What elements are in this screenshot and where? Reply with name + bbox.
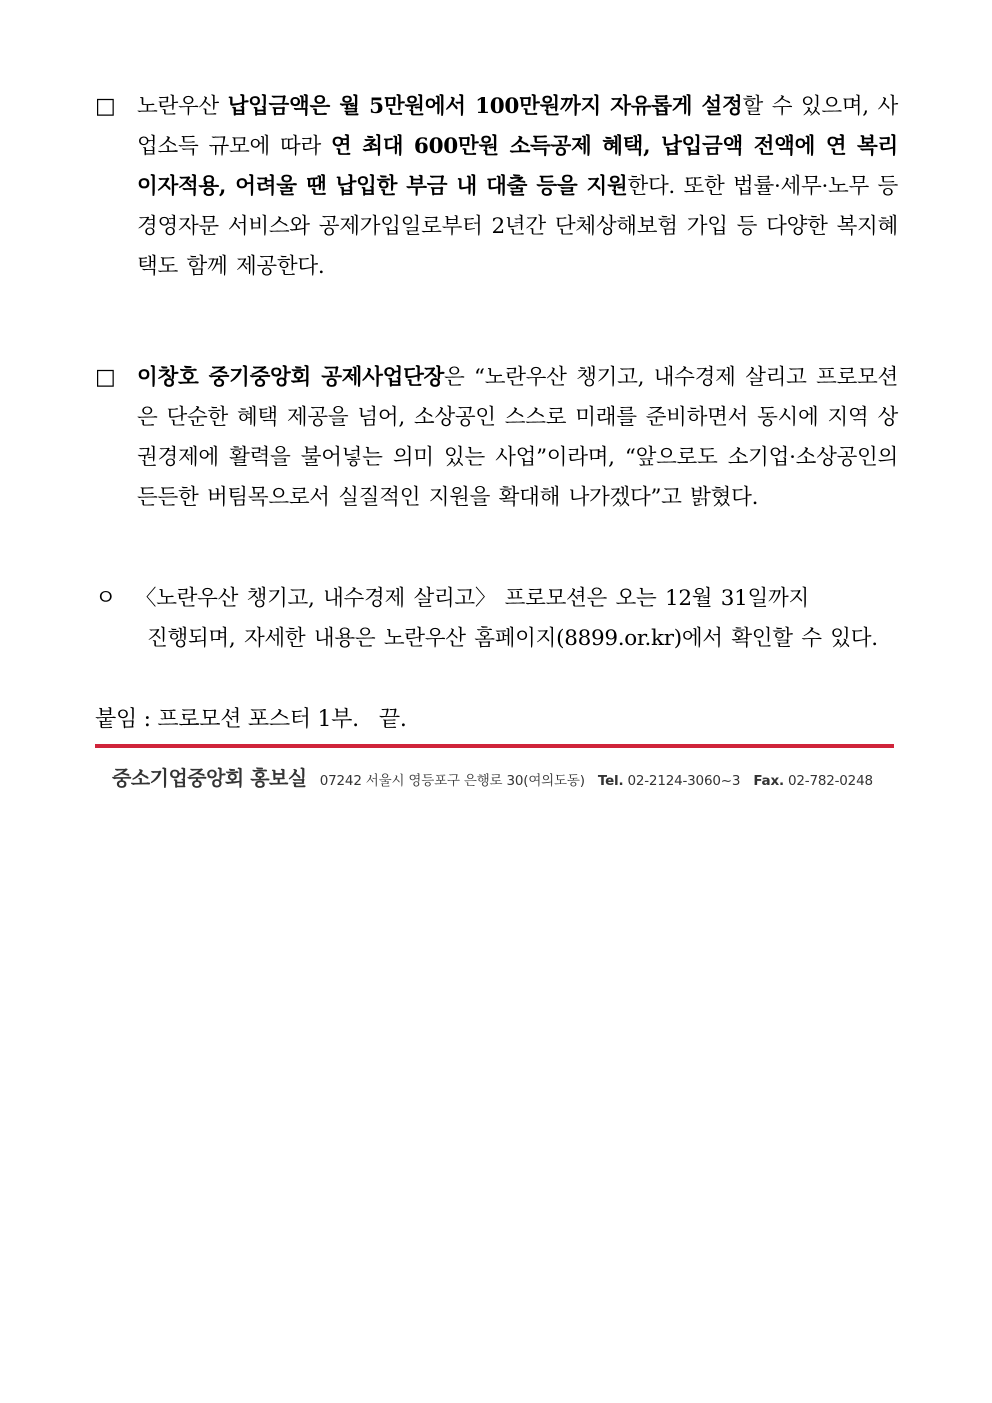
- text-segment: 한다. 또한 법률·세무·노무 등 경영자문 서비스와 공제가입일로부터 2년간 단체상해보험 가입 등 다양한 복지혜택도 함께 제공한다.: [137, 174, 898, 279]
- tel-label-text: Tel.: [597, 773, 624, 789]
- address: 07242 서울시 영등포구 은행로 30(여의도동): [319, 773, 585, 789]
- fax-number: 02-782-0248: [788, 773, 873, 789]
- fax-label-text: Fax.: [753, 773, 784, 789]
- bold-text-segment: 납입금액은 월 5만원에서 100만원까지 자유롭게 설정: [227, 94, 743, 119]
- paragraph-text: [135, 579, 896, 659]
- footer-divider: [95, 744, 894, 748]
- bold-text-segment: 이창호 중기중앙회 공제사업단장: [137, 365, 445, 390]
- paragraph-line: 〈노란우산 챙기고, 내수경제 살리고〉 프로모션은 오는 12월 31일까지: [135, 586, 809, 611]
- tel-label: [598, 773, 740, 789]
- square-bullet-icon: □: [95, 94, 116, 119]
- tel-number: 02-2124-3060~3: [627, 773, 741, 789]
- circle-bullet-icon: ㅇ: [95, 586, 117, 611]
- bold-text-segment: 연 최대 600만원 소득공제 혜택, 납입금액 전액에 연 복리 이자적용, 어려울 땐 납입한 부금 내 대출 등을 지원: [137, 134, 898, 199]
- text-segment: 노란우산: [137, 94, 228, 119]
- attachment-note: 붙임 : 프로모션 포스터 1부. 끝.: [95, 707, 407, 732]
- text-segment: 할 수 있으며, 사업소득 규모에 따라: [137, 94, 899, 159]
- square-bullet-icon: □: [95, 365, 116, 390]
- footer-contact: [112, 762, 873, 791]
- paragraph-line: 진행되며, 자세한 내용은 노란우산 홈페이지(8899.or.kr)에서 확인할 수 있다.: [147, 626, 878, 651]
- text-segment: 은 “노란우산 챙기고, 내수경제 살리고 프로모션은 단순한 혜택 제공을 넘어, 소상공인 스스로 미래를 준비하면서 동시에 지역 상권경제에 활력을 불어넣는 의미 있는 사업”이라며, “앞으로도 소기업·소상공인의 든든한 버팀목으로서 실질적인 지원을 확대해 나가겠다”고 밝혔다.: [137, 365, 898, 510]
- fax-label: [753, 773, 873, 789]
- organization-name: 중소기업중앙회 홍보실: [112, 766, 307, 790]
- paragraph-text: [137, 87, 898, 287]
- paragraph-text: [137, 358, 898, 518]
